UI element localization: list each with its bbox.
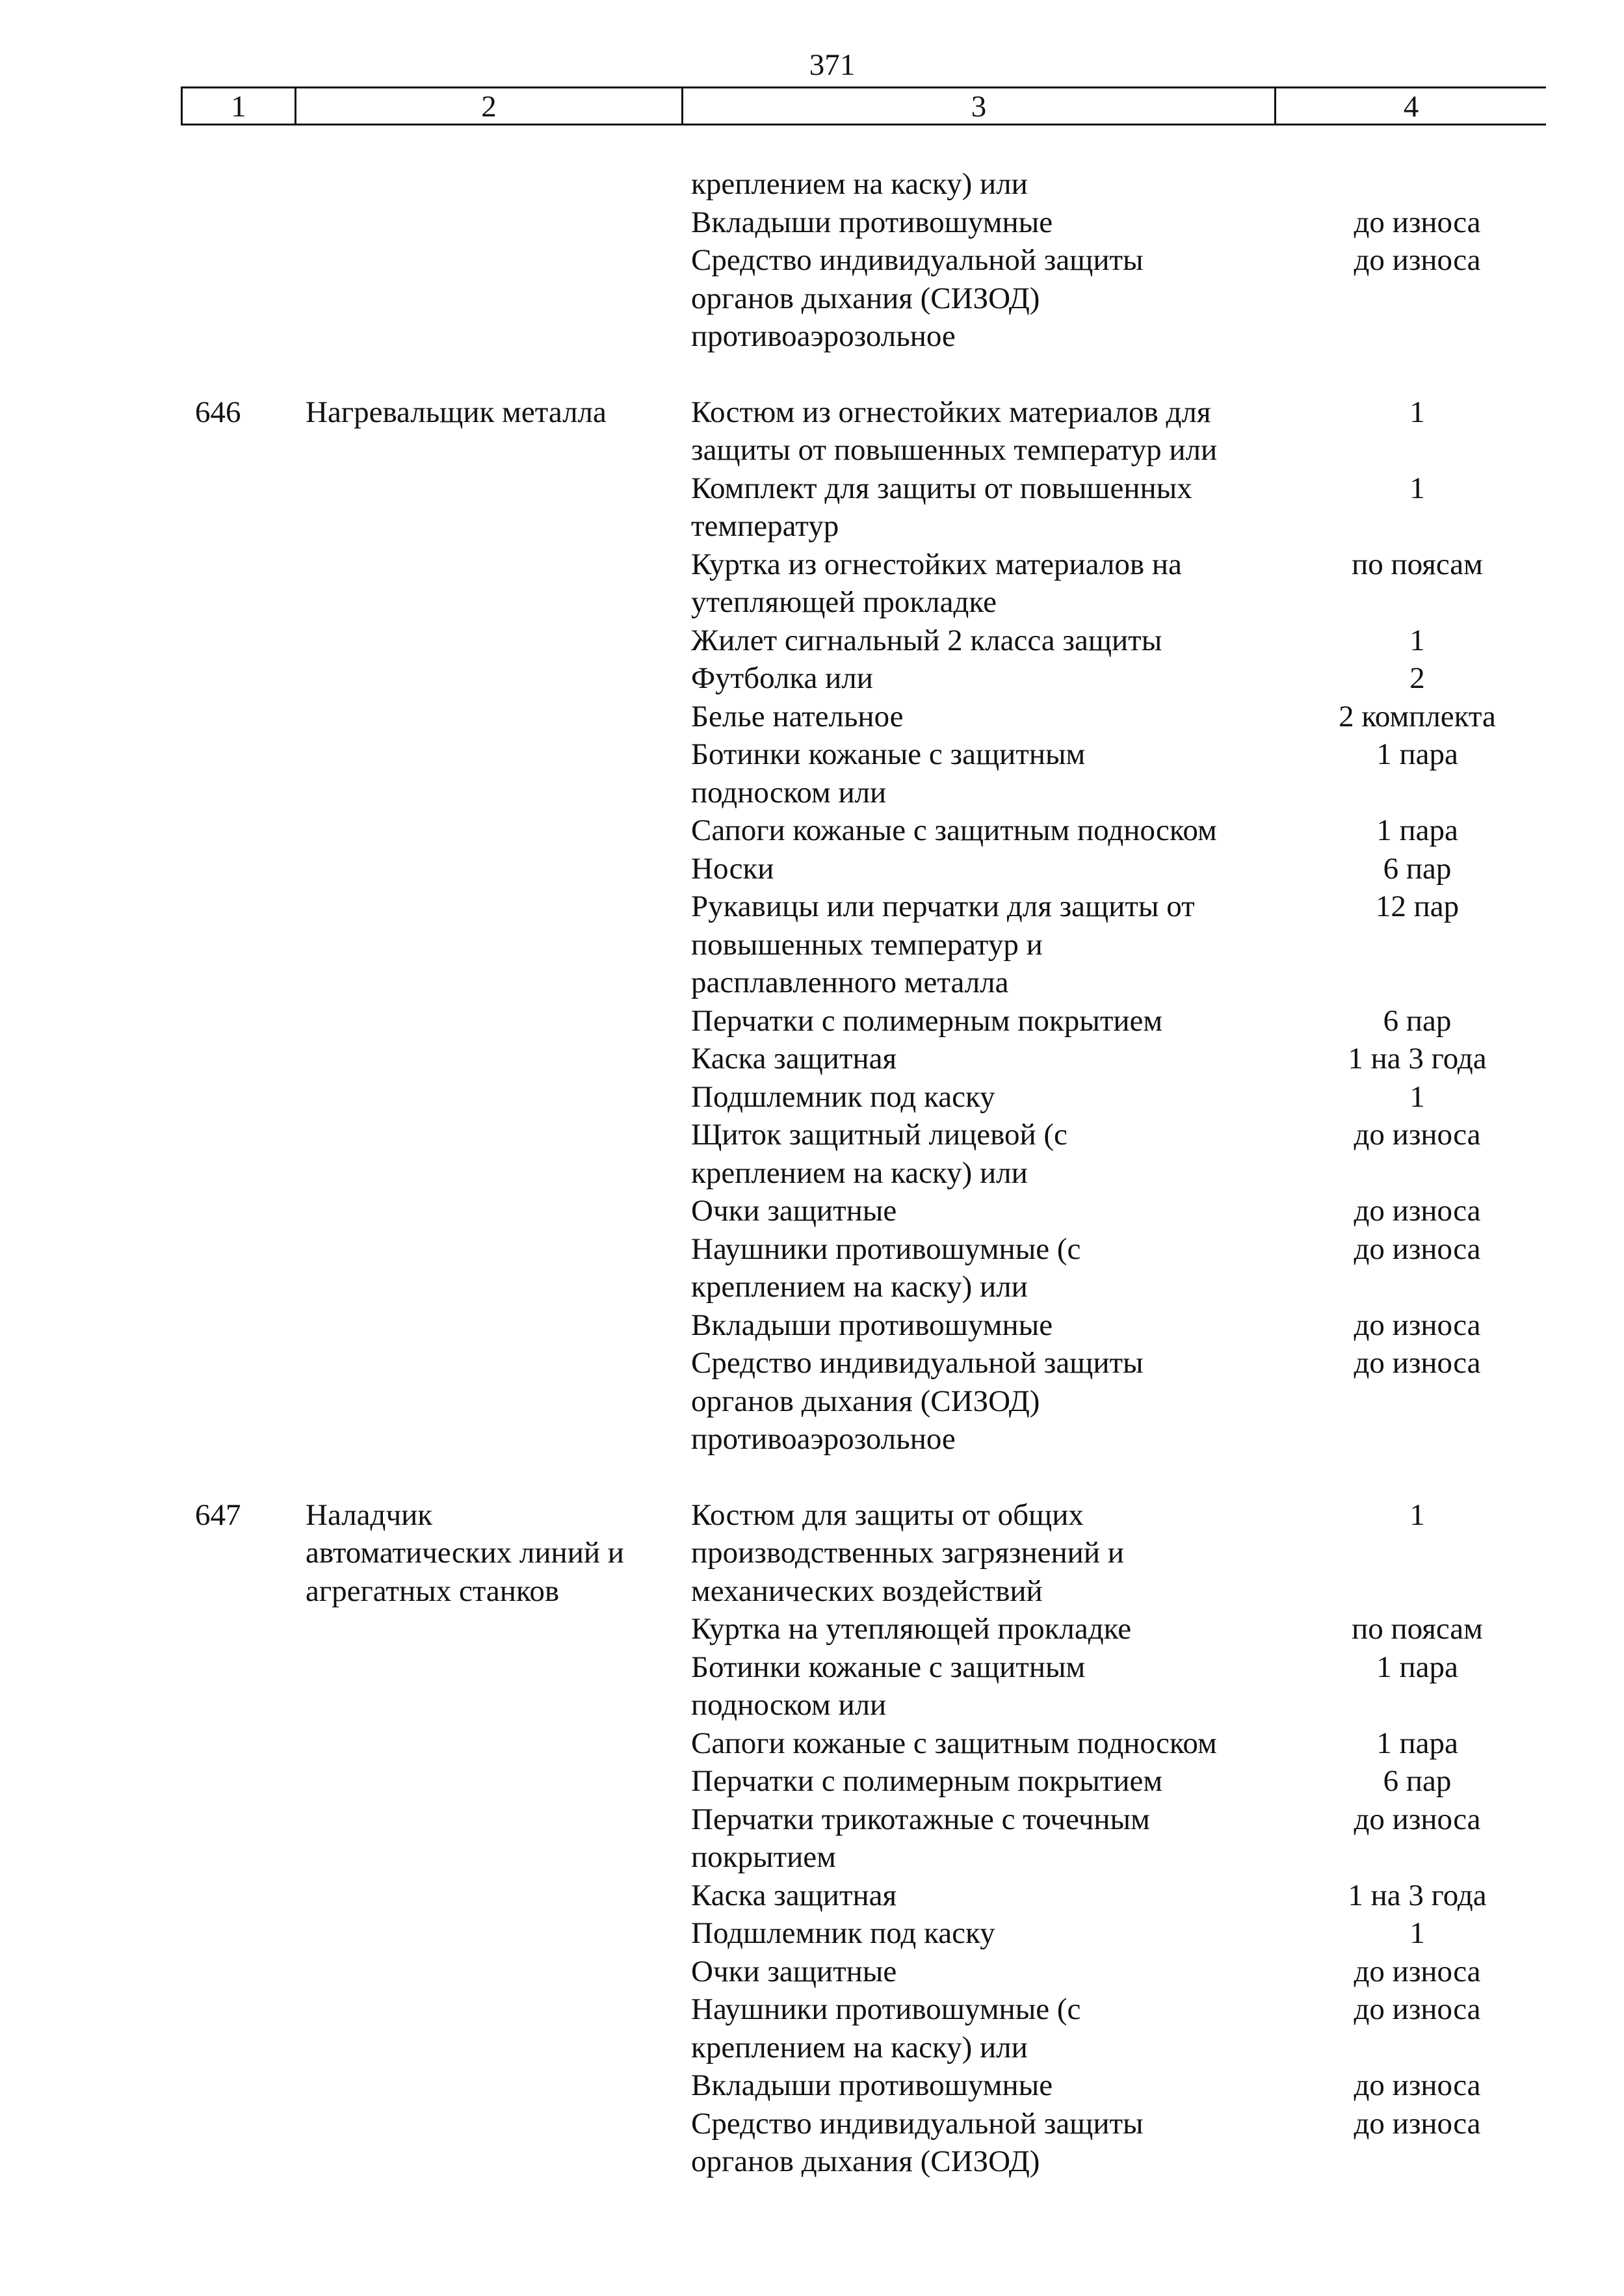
item-norm: до износа [1354,1118,1481,1152]
item-name: органов дыхания (СИЗОД) [691,281,1040,315]
item-name: подноском или [691,1688,887,1722]
item-norm: до износа [1354,2106,1481,2141]
item-name: Перчатки с полимерным покрытием [691,1764,1163,1798]
item-name: креплением на каску) или [691,1270,1028,1304]
item-name: Средство индивидуальной защиты [691,2106,1144,2141]
item-norm: 1 [1409,471,1425,505]
item-norm: 2 комплекта [1339,699,1496,733]
item-norm: до износа [1354,243,1481,277]
item-norm: 1 [1409,1498,1425,1532]
item-name: органов дыхания (СИЗОД) [691,1384,1040,1418]
item-norm: 1 [1409,1916,1425,1950]
item-norm: до износа [1354,1992,1481,2026]
item-name: Жилет сигнальный 2 класса защиты [691,623,1162,657]
item-name: Рукавицы или перчатки для защиты от [691,890,1195,923]
item-name: Перчатки с полимерным покрытием [691,1003,1163,1038]
header-col-1: 1 [181,88,296,124]
item-norm: 12 пар [1375,890,1460,923]
item-norm: 2 [1409,661,1425,695]
item-name: Куртка из огнестойких материалов на [691,547,1182,581]
item-norm: 1 на 3 года [1348,1878,1487,1912]
item-norm: 1 пара [1376,1726,1458,1760]
header-col-4: 4 [1403,90,1419,124]
item-name: противоаэрозольное [691,1422,956,1456]
item-name: органов дыхания (СИЗОД) [691,2144,1040,2178]
item-norm: 6 пар [1383,1764,1452,1798]
item-name: повышенных температур и [691,927,1043,962]
item-norm: 6 пар [1383,1003,1452,1038]
item-name: Наушники противошумные (с [691,1232,1081,1266]
profession-name: Нагревальщик металла [306,395,607,429]
item-name: Вкладыши противошумные [691,1308,1053,1342]
item-name: подноском или [691,775,887,810]
item-name: Сапоги кожаные с защитным подноском [691,813,1217,847]
profession-name: агрегатных станков [306,1574,560,1608]
item-norm: до износа [1354,1346,1481,1380]
item-norm: до износа [1354,1194,1481,1228]
item-norm: до износа [1354,1232,1481,1266]
item-norm: до износа [1354,2068,1481,2102]
item-name: Вкладыши противошумные [691,2068,1053,2102]
profession-name: автоматических линий и [306,1536,624,1570]
item-norm: до износа [1354,1954,1481,1988]
item-norm: 6 пар [1383,851,1452,886]
item-name: Каска защитная [691,1878,897,1912]
item-name: Ботинки кожаные с защитным [691,737,1086,771]
item-norm: 1 пара [1376,813,1458,847]
item-name: покрытием [691,1840,836,1874]
entry-number: 646 [195,395,241,429]
item-name: Носки [691,851,774,886]
item-name: Куртка на утепляющей прокладке [691,1612,1132,1646]
page-number: 371 [809,48,856,82]
item-name: температур [691,509,839,543]
item-name: Костюм из огнестойких материалов для [691,395,1211,429]
item-name: Средство индивидуальной защиты [691,243,1144,277]
item-name: утепляющей прокладке [691,585,997,619]
item-name: Сапоги кожаные с защитным подноском [691,1726,1217,1760]
item-name: Белье нательное [691,699,904,733]
item-name: Костюм для защиты от общих [691,1498,1084,1532]
item-norm: 1 пара [1376,1650,1458,1684]
item-name: Комплект для защиты от повышенных [691,471,1192,505]
item-name: Футболка или [691,661,873,695]
item-name: Каска защитная [691,1042,897,1075]
table-header [181,86,1546,125]
item-name: Вкладыши противошумные [691,205,1053,239]
entry-number: 647 [195,1498,241,1532]
header-col-3: 3 [683,88,1276,124]
item-name: креплением на каску) или [691,1155,1028,1190]
item-name: расплавленного металла [691,966,1009,999]
item-name: Подшлемник под каску [691,1916,995,1950]
item-norm: до износа [1354,205,1481,239]
item-norm: до износа [1354,1802,1481,1836]
item-norm: 1 [1409,395,1425,429]
item-name: Наушники противошумные (с [691,1992,1081,2026]
item-norm: по поясам [1352,547,1483,581]
item-name: Очки защитные [691,1194,897,1228]
item-name: противоаэрозольное [691,319,956,353]
item-name: Подшлемник под каску [691,1079,995,1114]
item-name: Очки защитные [691,1954,897,1988]
item-norm: 1 [1409,623,1425,657]
item-norm: по поясам [1352,1612,1483,1646]
item-name: защиты от повышенных температур или [691,433,1218,467]
profession-name: Наладчик [306,1498,433,1532]
item-name: Перчатки трикотажные с точечным [691,1802,1150,1836]
item-norm: 1 на 3 года [1348,1042,1487,1075]
item-name: Щиток защитный лицевой (с [691,1118,1067,1152]
item-name: креплением на каску) или [691,167,1028,201]
item-norm: до износа [1354,1308,1481,1342]
item-name: Ботинки кожаные с защитным [691,1650,1086,1684]
item-norm: 1 [1409,1079,1425,1114]
item-name: производственных загрязнений и [691,1536,1124,1570]
item-name: Средство индивидуальной защиты [691,1346,1144,1380]
item-name: креплением на каску) или [691,2030,1028,2065]
header-col-2: 2 [296,88,683,124]
item-name: механических воздействий [691,1574,1043,1608]
item-norm: 1 пара [1376,737,1458,771]
